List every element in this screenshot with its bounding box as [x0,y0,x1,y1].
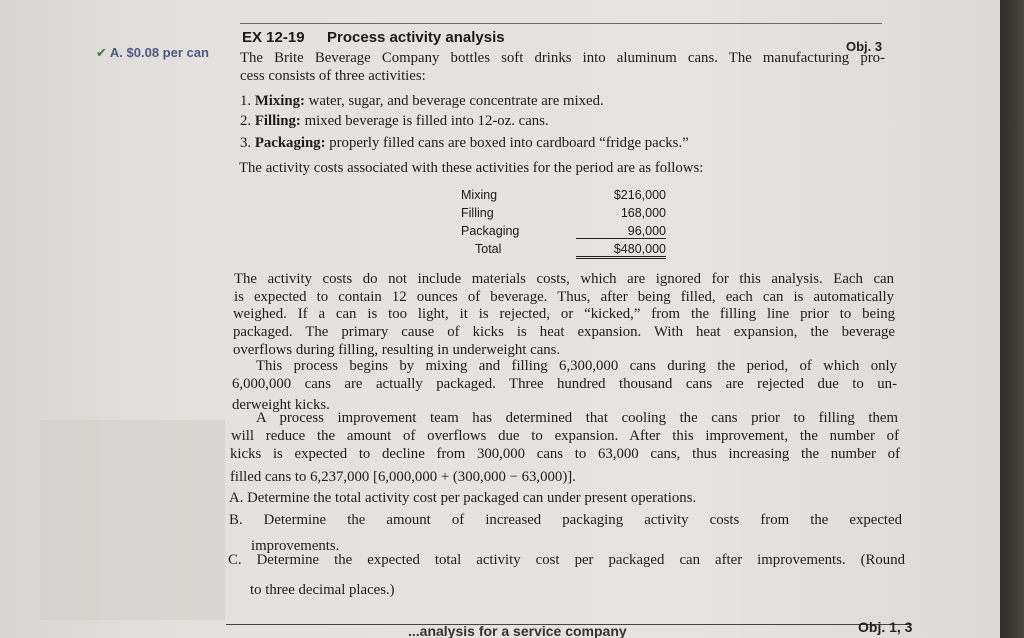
costs-lead-in: The activity costs associated with these activities for the period are as follows: [239,160,704,176]
activity-2: 2. Filling: mixed beverage is filled into 12-oz. cans. [240,113,549,129]
para1-line: weighed. If a can is too light, it is rejected, or “kicked,” from the filling line prior to being [233,306,895,322]
para1-line: overflows during filling, resulting in underweight cans. [233,342,561,358]
table-row-label: Filling [461,206,494,220]
para2-line: This process begins by mixing and filling 6,300,000 cans during the period, of which only [256,358,897,374]
next-objective-label: Obj. 1, 3 [858,619,913,635]
question-b-line2: improvements. [251,538,340,554]
table-row-label: Packaging [461,224,520,238]
table-row-value: 168,000 [620,206,666,220]
page-shadow [40,420,225,620]
activity-cost-table [461,188,671,260]
para1-line: packaged. The primary cause of kicks is heat expansion. With heat expansion, the beverage [233,324,895,340]
table-row-value: 96,000 [576,224,666,239]
checkmark-icon: ✔ [96,45,107,60]
desk-edge [1000,0,1024,638]
para1-line: The activity costs do not include materials costs, which are ignored for this analysis. Each can [234,271,894,287]
para3-line: will reduce the amount of overflows due to expansion. After this improvement, the number of [231,428,899,444]
para2-line: derweight kicks. [232,397,330,413]
para3-line: filled cans to 6,237,000 [6,000,000 + (300,000 − 63,000)]. [230,469,576,485]
table-row-value: $216,000 [613,188,666,202]
exercise-title: Process activity analysis [327,29,505,46]
objective-label: Obj. 3 [846,39,883,54]
top-rule [240,23,882,24]
check-figure: ✔ A. $0.08 per can [96,45,209,60]
question-a: A. Determine the total activity cost per packaged can under present operations. [229,490,697,506]
question-c-line2: to three decimal places.) [250,582,395,598]
table-total-value: $480,000 [576,242,666,259]
intro-line-1: The Brite Beverage Company bottles soft drinks into aluminum cans. The manufacturing pro- [240,50,885,66]
question-c-line1: C. Determine the expected total activity cost per packaged can after improvements. (Round [228,552,905,568]
para1-line: is expected to contain 12 ounces of beverage. Thus, after being filled, each can is automatically [234,289,894,305]
table-row-label: Mixing [461,188,498,202]
para2-line: 6,000,000 cans are actually packaged. Three hundred thousand cans are rejected due to un- [232,376,897,392]
next-section-heading: ...analysis for a service company [408,623,627,638]
bleed-through-text [0,10,240,400]
intro-line-2: cess consists of three activities: [240,68,426,84]
question-b-line1: B. Determine the amount of increased packaging activity costs from the expected [229,512,902,528]
exercise-number: EX 12-19 [242,29,305,46]
para3-line: A process improvement team has determined that cooling the cans prior to filling them [256,410,898,426]
para3-line: kicks is expected to decline from 300,000 cans to 63,000 cans, thus increasing the number of [230,446,900,462]
activity-3: 3. Packaging: properly filled cans are boxed into cardboard “fridge packs.” [240,135,689,151]
table-total-label: Total [475,242,502,256]
activity-1: 1. Mixing: water, sugar, and beverage concentrate are mixed. [240,93,604,109]
